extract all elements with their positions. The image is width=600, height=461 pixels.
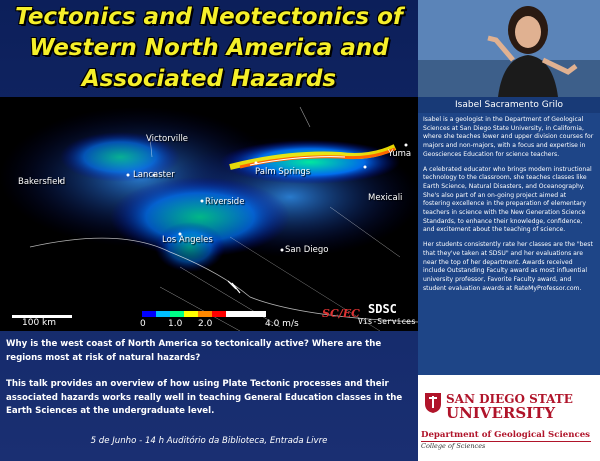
university-name-line-1: SAN DIEGO STATE [446,392,573,406]
map-graphic [0,97,418,331]
legend-value-1: 1.0 [168,319,183,329]
city-bakersfield: Bakersfield [18,177,66,187]
college-name: College of Sciences [421,442,486,450]
city-yuma: Yuma [388,149,412,159]
event-details: 5 de Junho - 14 h Auditório da Biblioteca, Entrada Livre [90,436,328,446]
city-palm-springs: Palm Springs [255,167,311,177]
scale-label: 100 km [22,318,57,328]
city-los-angeles: Los Angeles [162,235,213,245]
city-mexicali: Mexicali [368,193,403,203]
seismic-map [0,97,418,331]
department-name: Department of Geological Sciences [421,430,591,440]
university-name-line-2: UNIVERSITY [446,404,556,422]
title-line-3: Associated Hazards [81,66,337,92]
question-paragraph: Why is the west coast of North America so tectonically active? Where are the regions most at risk of natural hazards? [6,339,382,363]
right-panel [418,0,600,461]
speaker-name: Isabel Sacramento Grilo [418,97,600,113]
speaker-bio [418,113,600,375]
title-line-1: Tectonics and Neotectonics of [15,4,403,30]
university-name [446,393,573,421]
legend-value-3: 4.0 m/s [265,319,299,329]
bio-paragraph-3: Her students consistently rate her classes are the "best that they've taken at SDSU" and her evaluations are near the top of her department. Awards received include Outstanding Faculty award as most influential university professor, Favorite Faculty award, and student evaluation awards at RateMyProfessor.com. [423,241,593,292]
city-victorville: Victorville [146,134,189,144]
city-san-diego: San Diego [285,245,329,255]
overview-paragraph: This talk provides an overview of how using Plate Tectonic processes and their associated hazards works really well in teaching General Education classes in the Earth Sciences at the undergraduate level. [6,379,403,416]
poster-title [0,2,418,95]
legend-value-2: 2.0 [198,319,213,329]
city-riverside: Riverside [205,197,245,207]
city-lancaster: Lancaster [133,170,175,180]
bio-paragraph-2: A celebrated educator who brings modern instructional technology to the classroom, she teaches classes like Earth Science, Natural Disasters, and Oceanography. She's also part of an on-going project aimed at fostering excellence in the preparation of elementary teachers in science with the New Generation Science Standards, to enhance their knowledge, confidence, and excitement about the teaching of science. [423,165,592,234]
bio-paragraph-1: Isabel is a geologist in the Department of Geological Sciences at San Diego State University, in California, where she teaches lower and upper division courses for majors and non-majors, with a focus and expertise in Geosciences Education for science teachers. [423,116,594,158]
sdsc-logo: SDSC [368,302,397,316]
speaker-photo-graphic [418,0,600,97]
scec-logo: SC/EC [322,307,360,320]
title-line-2: Western North America and [29,35,389,61]
legend-value-0: 0 [140,319,146,329]
sdsu-shield-icon [424,392,442,414]
sdsc-subtitle: Vis-Services [358,317,416,326]
speaker-photo [418,0,600,97]
